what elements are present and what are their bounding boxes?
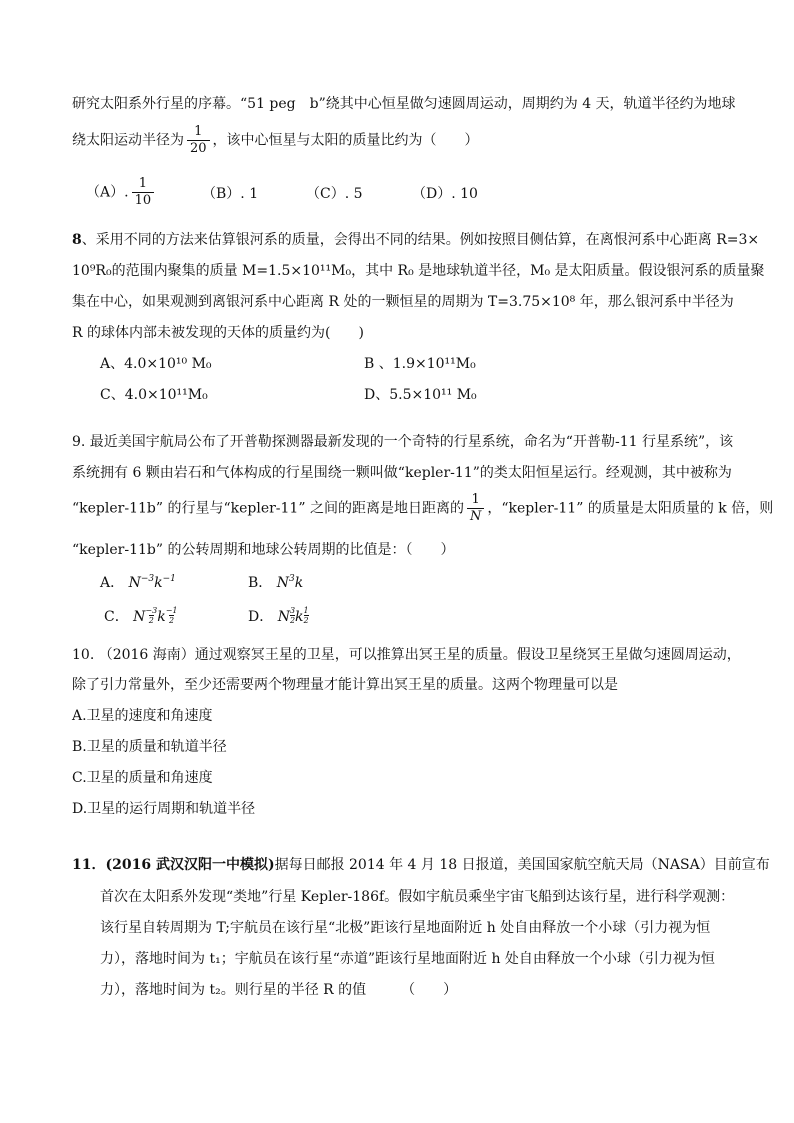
q9-option-d-label: D． (248, 609, 274, 625)
q8-line-2: 10⁹R₀的范围内聚集的质量 M=1.5×10¹¹M₀，其中 R₀ 是地球轨道半径，M₀ 是太阳质量。假设银河系的质量聚 (72, 263, 765, 279)
q11-line-5: 力），落地时间为 t₂。则行星的半径 R 的值 （ ） (100, 982, 458, 998)
q11-line-1 (72, 855, 770, 875)
q8-option-a: A、4.0×10¹⁰ M₀ (100, 356, 212, 372)
q9-option-c-label: C． (104, 609, 129, 625)
q8-line-4: R 的球体内部未被发现的天体的质量约为( ) (72, 325, 364, 341)
q7-line-2-post: ，该中心恒星与太阳的质量比约为（ ） (212, 132, 479, 149)
q10-option-d: D.卫星的运行周期和轨道半径 (72, 801, 256, 817)
q9-frac-num: 1 (471, 492, 480, 507)
q9-frac-den: N (467, 508, 484, 525)
q9-line-3 (72, 492, 773, 525)
q9-line-1: 9. 最近美国宇航局公布了开普勒探测器最新发现的一个奇特的行星系统，命名为“开普勒-11 行星系统”，该 (72, 434, 734, 450)
q11-line-4: 力），落地时间为 t₁；宇航员在该行星“赤道”距该行星地面附近 h 处自由释放一个小球（引力视为恒 (100, 951, 715, 967)
q8-line-1-text: 、采用不同的方法来估算银河系的质量，会得出不同的结果。例如按照目侧估算，在离恨河系中心距离 R=3× (81, 232, 760, 248)
q7-opt-a-num: 1 (138, 176, 147, 191)
q8-line-3: 集在中心，如果观测到离银河系中心距离 R 处的一颗恒星的周期为 T=3.75×10⁸ 年，那么银河系中半径为 (72, 294, 734, 310)
q7-opt-a-den: 10 (132, 192, 155, 209)
q7-fraction (187, 124, 210, 157)
q8-option-d: D、5.5×10¹¹ M₀ (364, 387, 477, 403)
q10-option-b: B.卫星的质量和轨道半径 (72, 739, 227, 755)
q9-option-b (248, 569, 303, 593)
q7-option-b: （B）. 1 (202, 186, 259, 202)
q7-options (86, 176, 478, 209)
q9-fraction (467, 492, 484, 525)
q11-line-2: 首次在太阳系外发现“类地”行星 Kepler-186f。假如宇航员乘坐宇宙飞船到达该行星，进行科学观测： (100, 889, 735, 905)
q9-option-b-label: B． (248, 575, 273, 591)
q11-line-3: 该行星自转周期为 T;宇航员在该行星“北极”距该行星地面附近 h 处自由释放一个小球（引力视为恒 (100, 920, 711, 936)
q10-line-1: 10. （2016 海南）通过观察冥王星的卫星，可以推算出冥王星的质量。假设卫星绕冥王星做匀速圆周运动， (72, 647, 741, 663)
q9-option-a-label: A． (100, 575, 125, 591)
q7-option-a-fraction (132, 176, 155, 209)
q9-line-3-post: ，“kepler-11” 的质量是太阳质量的 k 倍，则 (487, 500, 774, 517)
q9-option-a-formula: $N^{-3}k^{-1}$ (128, 574, 176, 591)
q7-option-a (86, 176, 157, 209)
q9-line-3-pre: “kepler-11b” 的行星与“kepler-11” 之间的距离是地日距离的 (72, 500, 464, 517)
q7-line-2-pre: 绕太阳运动半径为 (72, 132, 184, 149)
q9-line-4: “kepler-11b” 的公转周期和地球公转周期的比值是：（ ） (72, 542, 455, 558)
q9-option-b-formula: $N^3k$ (276, 574, 304, 591)
q10-line-2: 除了引力常量外，至少还需要两个物理量才能计算出冥王星的质量。这两个物理量可以是 (72, 677, 618, 693)
q7-line-2 (72, 124, 479, 157)
q7-frac-num: 1 (194, 124, 203, 139)
q9-option-d-formula: N $\frac{3}{2}$ k $\frac{1}{2}$ (277, 606, 309, 625)
q11-line-1-text: 据每日邮报 2014 年 4 月 18 日报道，美国国家航空航天局（NASA）目前宣布 (274, 857, 770, 873)
q10-option-a: A.卫星的速度和角速度 (72, 708, 213, 724)
q11-number: 11．(2016 武汉汉阳一中模拟) (72, 857, 275, 873)
q9-option-d (248, 606, 309, 627)
q8-number: 8 (72, 232, 82, 248)
q9-option-c-formula: N $\frac{-3}{2}$ k $\frac{-1}{2}$ (133, 606, 178, 625)
q10-option-c: C.卫星的质量和角速度 (72, 770, 213, 786)
q8-option-b: B 、1.9×10¹¹M₀ (364, 356, 476, 372)
q7-option-c: （C）. 5 (306, 186, 363, 202)
q7-line-1: 研究太阳系外行星的序幕。“51 peg b”绕其中心恒星做匀速圆周运动，周期约为 4 天，轨道半径约为地球 (72, 96, 736, 112)
q8-option-c: C、4.0×10¹¹M₀ (100, 387, 208, 403)
q9-line-2: 系统拥有 6 颗由岩石和气体构成的行星围绕一颗叫做“kepler-11”的类太阳恒星运行。经观测，其中被称为 (72, 465, 732, 481)
q7-option-a-label: （A）. (86, 184, 129, 201)
q8-line-1 (72, 230, 759, 250)
q7-option-d: （D）. 10 (412, 186, 478, 202)
q9-option-c (104, 606, 178, 627)
q7-frac-den: 20 (187, 140, 210, 157)
q9-option-a (100, 569, 176, 593)
